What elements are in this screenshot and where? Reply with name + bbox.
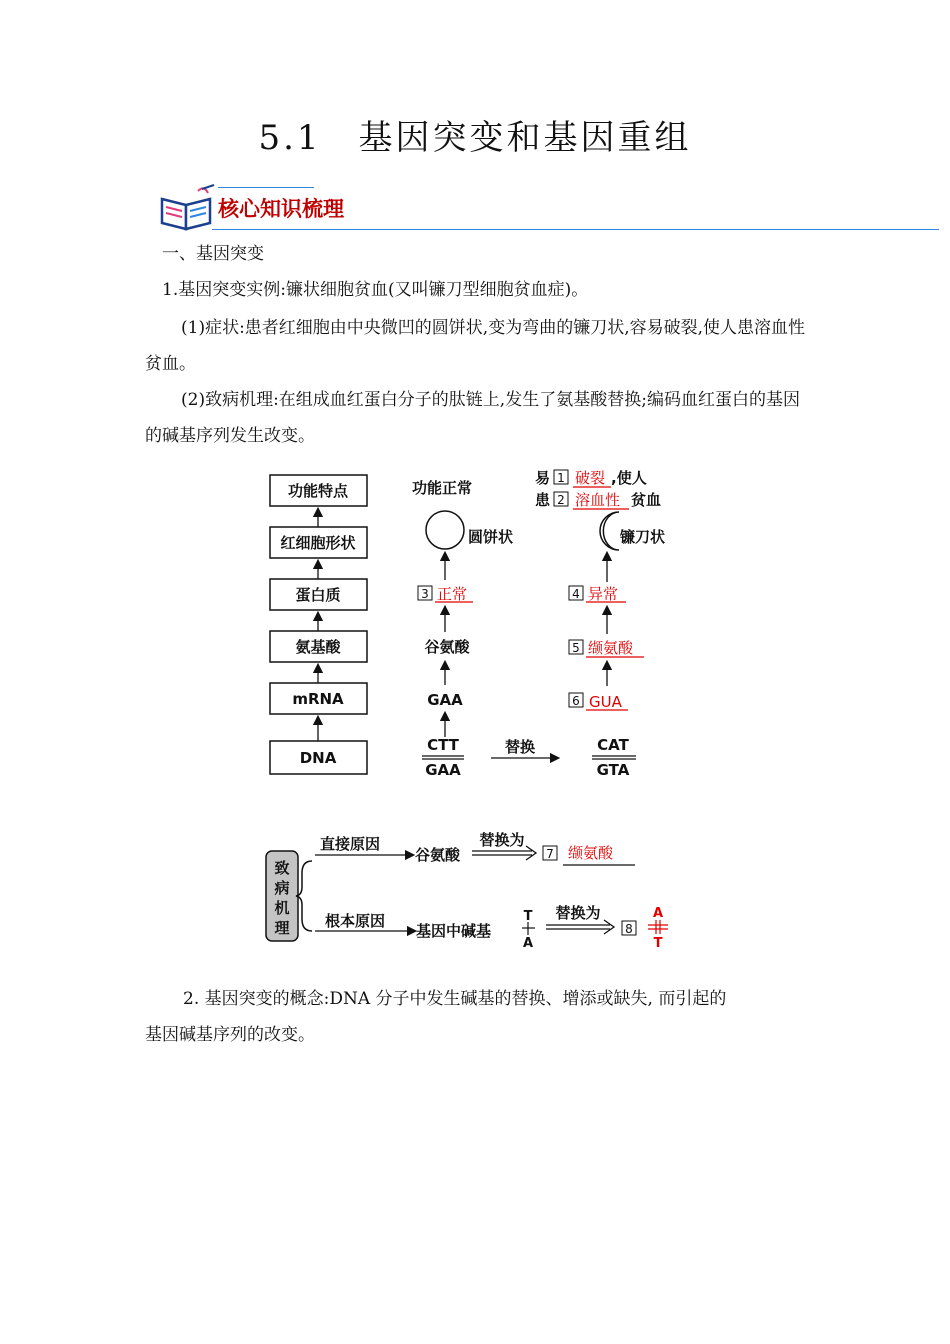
svg-text:3: 3 bbox=[421, 587, 429, 601]
level-box-function bbox=[270, 475, 367, 506]
svg-text:基因中碱基: 基因中碱基 bbox=[416, 922, 492, 940]
level-box-protein bbox=[270, 579, 367, 610]
mutant-function-line1 bbox=[535, 469, 647, 487]
svg-text:替换为: 替换为 bbox=[555, 904, 601, 922]
svg-text:根本原因: 根本原因 bbox=[325, 912, 386, 930]
svg-text:易: 易 bbox=[535, 469, 551, 487]
svg-text:机: 机 bbox=[274, 899, 290, 917]
section-rule bbox=[212, 229, 939, 230]
svg-text:5: 5 bbox=[572, 641, 580, 655]
sickle-cell-mechanism-diagram bbox=[255, 460, 695, 790]
mutant-dna-top: CAT bbox=[597, 736, 629, 754]
item-1: 1.基因突变实例:镰状细胞贫血(又叫镰刀型细胞贫血症)。 bbox=[162, 280, 589, 300]
svg-text:氨基酸: 氨基酸 bbox=[295, 638, 341, 656]
pathogenesis-diagram bbox=[260, 825, 680, 960]
svg-text:DNA: DNA bbox=[299, 749, 337, 767]
svg-text:致: 致 bbox=[274, 859, 290, 877]
level-box-mrna bbox=[270, 683, 367, 714]
mutant-protein bbox=[569, 585, 626, 603]
direct-cause-row bbox=[315, 831, 635, 865]
svg-text:8: 8 bbox=[625, 922, 633, 936]
svg-text:替换为: 替换为 bbox=[479, 831, 525, 849]
mutant-dna-bottom: GTA bbox=[596, 761, 630, 779]
svg-text:T: T bbox=[653, 936, 663, 951]
root-cause-row bbox=[315, 904, 668, 951]
level-box-cell-shape bbox=[270, 527, 367, 558]
svg-text:GUA: GUA bbox=[589, 693, 622, 711]
svg-text:病: 病 bbox=[274, 879, 290, 897]
mutant-function-line2 bbox=[535, 491, 661, 509]
section-title: 核心知识梳理 bbox=[218, 197, 344, 221]
svg-text:4: 4 bbox=[572, 587, 580, 601]
svg-text:mRNA: mRNA bbox=[292, 690, 344, 708]
svg-text:谷氨酸: 谷氨酸 bbox=[415, 846, 461, 864]
svg-text:A: A bbox=[652, 906, 664, 921]
svg-text:直接原因: 直接原因 bbox=[320, 835, 381, 853]
replace-label: 替换 bbox=[504, 738, 536, 756]
svg-text:红细胞形状: 红细胞形状 bbox=[280, 534, 356, 552]
svg-text:破裂: 破裂 bbox=[575, 469, 606, 487]
normal-mrna: GAA bbox=[427, 691, 463, 709]
heading-gene-mutation: 一、基因突变 bbox=[162, 244, 264, 264]
svg-text:缬氨酸: 缬氨酸 bbox=[588, 639, 634, 657]
svg-text:蛋白质: 蛋白质 bbox=[295, 586, 341, 604]
normal-function: 功能正常 bbox=[411, 479, 473, 497]
item-2-line1: 2. 基因突变的概念:DNA 分子中发生碱基的替换、增添或缺失, 而引起的 bbox=[183, 989, 727, 1009]
svg-text:异常: 异常 bbox=[588, 585, 619, 603]
normal-dna-top: CTT bbox=[427, 736, 459, 754]
svg-text:理: 理 bbox=[274, 919, 290, 937]
level-box-amino-acid bbox=[270, 631, 367, 662]
round-cell-icon bbox=[426, 511, 464, 549]
svg-text:功能特点: 功能特点 bbox=[287, 482, 349, 500]
svg-text:溶血性: 溶血性 bbox=[575, 491, 621, 509]
svg-text:,使人: ,使人 bbox=[611, 469, 647, 487]
svg-text:T: T bbox=[523, 909, 533, 924]
book-icon bbox=[158, 183, 218, 233]
level-box-dna bbox=[270, 741, 367, 774]
item-1-1: (1)症状:患者红细胞由中央微凹的圆饼状,变为弯曲的镰刀状,容易破裂,使人患溶血性贫血。 bbox=[145, 318, 806, 374]
item-2-line2: 基因碱基序列的改变。 bbox=[145, 1025, 315, 1045]
svg-text:缬氨酸: 缬氨酸 bbox=[568, 844, 614, 862]
normal-dna-bottom: GAA bbox=[425, 761, 461, 779]
svg-text:A: A bbox=[522, 936, 534, 951]
mutant-shape: 镰刀状 bbox=[620, 528, 666, 546]
normal-protein bbox=[418, 585, 473, 603]
svg-text:患: 患 bbox=[535, 491, 551, 509]
mutant-mrna bbox=[569, 693, 628, 711]
page-title: 5.1 基因突变和基因重组 bbox=[258, 118, 692, 158]
svg-text:贫血: 贫血 bbox=[631, 491, 662, 509]
svg-text:2: 2 bbox=[557, 493, 565, 507]
svg-text:1: 1 bbox=[557, 471, 565, 485]
sickle-cell-icon bbox=[600, 512, 619, 550]
mutant-amino-acid bbox=[569, 639, 644, 657]
svg-text:7: 7 bbox=[546, 847, 554, 861]
section-rule-top bbox=[218, 187, 314, 188]
normal-amino-acid: 谷氨酸 bbox=[424, 638, 470, 656]
svg-text:6: 6 bbox=[572, 694, 580, 708]
normal-shape: 圆饼状 bbox=[468, 528, 514, 546]
item-1-2: (2)致病机理:在组成血红蛋白分子的肽链上,发生了氨基酸替换;编码血红蛋白的基因的碱基序列发生改变。 bbox=[145, 390, 800, 446]
svg-text:正常: 正常 bbox=[437, 585, 468, 603]
